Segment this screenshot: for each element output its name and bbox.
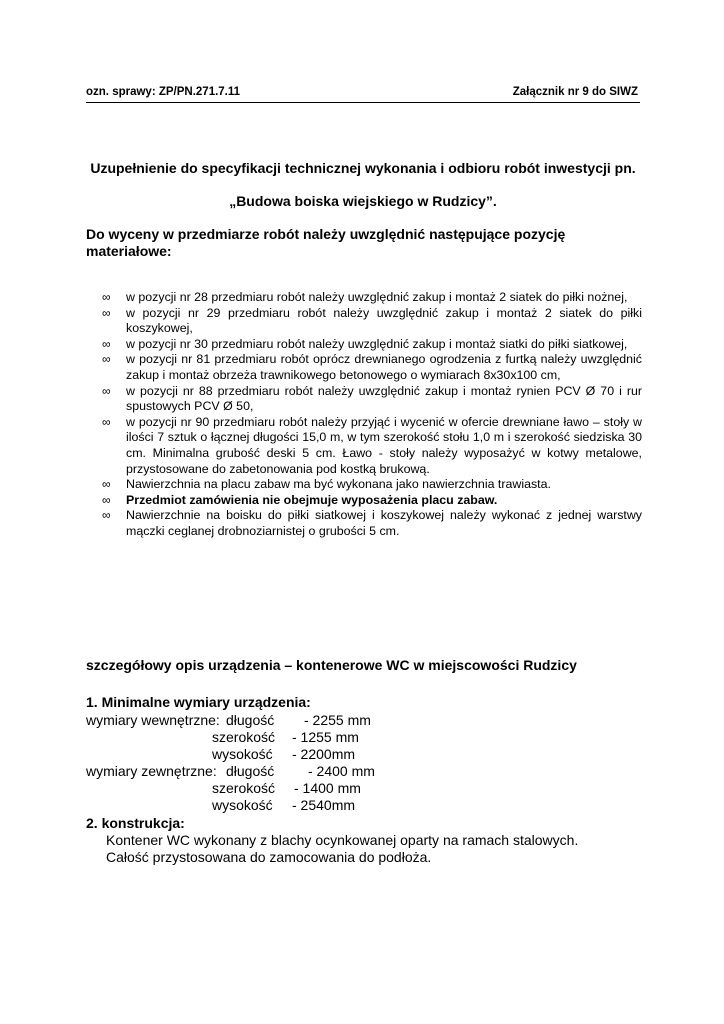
construction-line: Kontener WC wykonany z blachy ocynkowanej oparty na ramach stalowych.	[106, 832, 579, 848]
dimension-name: wysokość	[212, 746, 273, 762]
dimension-name: długość	[226, 763, 275, 779]
dimension-value: - 2540mm	[292, 797, 356, 813]
infinity-bullet-icon: ∞	[102, 492, 111, 507]
dimension-name: szerokość	[212, 780, 276, 796]
list-item: ∞ w pozycji nr 88 przedmiaru robót należy uwzględnić zakup i montaż rynien PCV Ø 70 i rur spustowych PCV Ø 50,	[102, 383, 642, 414]
infinity-bullet-icon: ∞	[102, 290, 111, 304]
infinity-bullet-icon: ∞	[102, 383, 111, 398]
infinity-bullet-icon: ∞	[102, 414, 111, 429]
list-item-emphasized: ∞ Przedmiot zamówienia nie obejmuje wyposażenia placu zabaw.	[102, 492, 498, 507]
intro-paragraph: Do wyceny w przedmiarze robót należy uwzględnić następujące pozycję materiałowe:	[86, 226, 566, 259]
dimension-value: - 2200mm	[292, 746, 356, 762]
internal-dimensions-label: wymiary wewnętrzne:	[86, 712, 220, 728]
dimensions-heading: 1. Minimalne wymiary urządzenia:	[86, 694, 311, 710]
infinity-bullet-icon: ∞	[102, 477, 111, 492]
dimension-name: długość	[226, 712, 275, 728]
construction-description	[106, 832, 578, 866]
dimension-value: - 2255 mm	[304, 712, 371, 728]
infinity-bullet-icon: ∞	[102, 352, 111, 367]
construction-line: Całość przystosowana do zamocowania do podłoża.	[106, 849, 432, 865]
infinity-bullet-icon: ∞	[102, 305, 111, 320]
infinity-bullet-icon: ∞	[102, 508, 111, 523]
list-item: ∞ Nawierzchnie na boisku do piłki siatkowej i koszykowej należy wykonać z jednej warstwy mączki ceglanej drobnoziarnistej o grubości 5 cm.	[102, 508, 642, 538]
external-dimensions-label: wymiary zewnętrzne:	[86, 763, 217, 779]
dimension-value: - 1400 mm	[294, 780, 361, 796]
list-item: ∞ w pozycji nr 90 przedmiaru robót należy przyjąć i wycenić w ofercie drewniane ławo – stoły w ilości 7 sztuk o łącznej długości 15,0 m, w tym szerokość stołu 1,0 m i szerokość siedziska 30 cm. Minimalna grubość deski 5 cm. Ławo - stoły należy wyposażyć w kotwy metalowe, przystosowane do zabetonowania pod kostką brukową.	[102, 414, 642, 476]
section-title: szczegółowy opis urządzenia – kontenerowe WC w miejscowości Rudzicy	[86, 657, 577, 673]
dimension-name: szerokość	[212, 729, 276, 745]
dimension-value: - 2400 mm	[308, 763, 375, 779]
attachment-label: Załącznik nr 9 do SIWZ	[512, 86, 638, 98]
investment-name: „Budowa boiska wiejskiego w Rudzicy”.	[229, 193, 497, 209]
dimension-value: - 1255 mm	[292, 729, 359, 745]
document-title: Uzupełnienie do specyfikacji technicznej wykonania i odbioru robót inwestycji pn.	[90, 160, 636, 176]
list-item: ∞ Nawierzchnia na placu zabaw ma być wykonana jako nawierzchnia trawiasta.	[102, 477, 551, 492]
material-list	[86, 290, 642, 540]
header-divider	[86, 102, 640, 103]
infinity-bullet-icon: ∞	[102, 336, 111, 351]
list-item: ∞ w pozycji nr 81 przedmiaru robót oprócz drewnianego ogrodzenia z furtką należy uwzględnić zakup i montaż obrzeża trawnikowego betonowego o wymiarach 8x30x100 cm,	[102, 352, 642, 382]
list-item: ∞ w pozycji nr 30 przedmiaru robót należy uwzględnić zakup i montaż siatki do piłki siatkowej,	[102, 336, 628, 351]
list-item: ∞ w pozycji nr 28 przedmiaru robót należy uwzględnić zakup i montaż 2 siatek do piłki nożnej,	[102, 290, 628, 304]
construction-heading: 2. konstrukcja:	[86, 815, 185, 831]
list-item: ∞ w pozycji nr 29 przedmiaru robót należy uwzględnić zakup i montaż 2 siatek do piłki koszykowej,	[102, 305, 642, 336]
case-number: ozn. sprawy: ZP/PN.271.7.11	[86, 86, 241, 98]
dimension-name: wysokość	[212, 797, 273, 813]
